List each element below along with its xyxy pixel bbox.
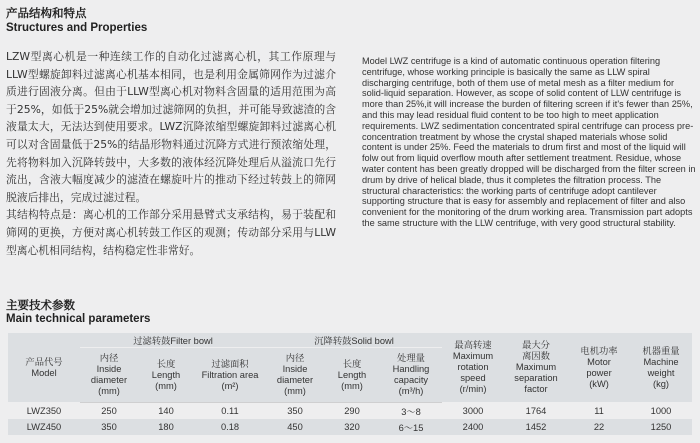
header-max-speed: 最高转速 Maximum rotation speed (r/min) [442,333,504,403]
section-params-title-cn: 主要技术参数 [6,298,75,312]
cell-solid-length: 320 [324,419,380,435]
header-filter-length: 长度 Length (mm) [138,348,194,403]
cell-motor-power: 11 [568,403,630,419]
section-params-title-en: Main technical parameters [6,313,151,325]
description-en: Model LWZ centrifuge is a kind of automatic continuous operation filtering centrifuge, whose working principle is basically the same as LLW spiral discharging centrifuge, both of them use of metal mesh as a filter medium for solid-liquid separation. However, as scope of solid content of LLW centrifuge is more than 25%,it will increase the burden of filtering screen if it's fewer than 25%, and this may lead residual fluid content to be too high to meet application requirements. LWZ sedimentation concentrated spiral centrifuge can process pre-concentration treatment by whose the crystal shaped materials whose solid content is under 25%. Feed the materials to drum first and most of the liquid will folw out from liquid overflow mouth after settlement treatment. Residue, whose water content has been greatly dropped will be discharged from the filter screen in drum by drive of helical blade, thus it completes the filtration process. The structural characteristics: the working parts of centrifuge adopt cantilever supporting structure that is easy for assembly and replacement of filter and also convenient for the monitoring of the drum working area. Transmission part adopts the same structure with the LLW centrifuge, with very good structural stability. [362,56,696,228]
cell-filtration-area: 0.11 [194,403,266,419]
cell-filter-length: 140 [138,403,194,419]
cell-separation-factor: 1452 [504,419,568,435]
header-filter-bowl: 过滤转鼓Filter bowl [80,333,266,348]
header-separation-factor: 最大分 离因数 Maximum separation factor [504,333,568,403]
header-filtration-area: 过滤面积 Filtration area (m²) [194,348,266,403]
cell-solid-diameter: 350 [266,403,324,419]
cell-solid-length: 290 [324,403,380,419]
header-machine-weight: 机器重量 Machine weight (kg) [630,333,692,403]
cell-max-speed: 2400 [442,419,504,435]
cell-filtration-area: 0.18 [194,419,266,435]
cell-filter-diameter: 250 [80,403,138,419]
header-solid-diameter: 内径 Inside diameter (mm) [266,348,324,403]
cell-separation-factor: 1764 [504,403,568,419]
technical-parameters-table [8,333,692,435]
description-cn-paragraph: 其结构特点是：离心机的工作部分采用悬臂式支承结构，易于装配和筛网的更换，方便对离心机转鼓工作区的观测；传动部分采用与LLW型离心机相同结构，结构稳定性非常好。 [6,208,336,257]
description-cn-paragraph: LZW型离心机是一种连续工作的自动化过滤离心机，其工作原理与LLW型螺旋卸料过滤离心机基本相同，也是利用金属筛网作为过滤介质进行固液分离。但由于LLW型离心机对物料含固量的适用范围为高于25%，如低于25%就会增加过滤筛网的负担，并可能导致滤渣的含液量太大，无法达到使用要求。LWZ沉降浓缩型螺旋卸料过滤离心机可以对含固量低于25%的结晶形物料通过沉降方式进行预浓缩处理，先将物料加入沉降转鼓中，大多数的液体经沉降处理后从溢流口先行流出，含液大幅度减少的滤渣在螺旋叶片的推动下经过转鼓上的筛网脱液后排出，完成过滤过程。 [6,50,336,204]
cell-solid-diameter: 450 [266,419,324,435]
cell-model: LWZ450 [8,419,80,435]
header-motor-power: 电机功率 Motor power (kW) [568,333,630,403]
cell-machine-weight: 1000 [630,403,692,419]
section-structures-title-en: Structures and Properties [6,22,148,34]
cell-max-speed: 3000 [442,403,504,419]
cell-model: LWZ350 [8,403,80,419]
header-filter-diameter: 内径 Inside diameter (mm) [80,348,138,403]
header-model: 产品代号 Model [8,333,80,403]
cell-handling-capacity: 6～15 [380,419,442,435]
table-row [8,419,692,435]
cell-motor-power: 22 [568,419,630,435]
header-solid-bowl: 沉降转鼓Solid bowl [266,333,442,348]
description-cn [6,48,336,259]
header-solid-length: 长度 Length (mm) [324,348,380,403]
cell-handling-capacity: 3～8 [380,403,442,419]
cell-filter-diameter: 350 [80,419,138,435]
table-row [8,403,692,419]
header-handling-capacity: 处理量 Handling capacity (m³/h) [380,348,442,403]
section-structures-title-cn: 产品结构和特点 [6,6,87,20]
cell-machine-weight: 1250 [630,419,692,435]
cell-filter-length: 180 [138,419,194,435]
